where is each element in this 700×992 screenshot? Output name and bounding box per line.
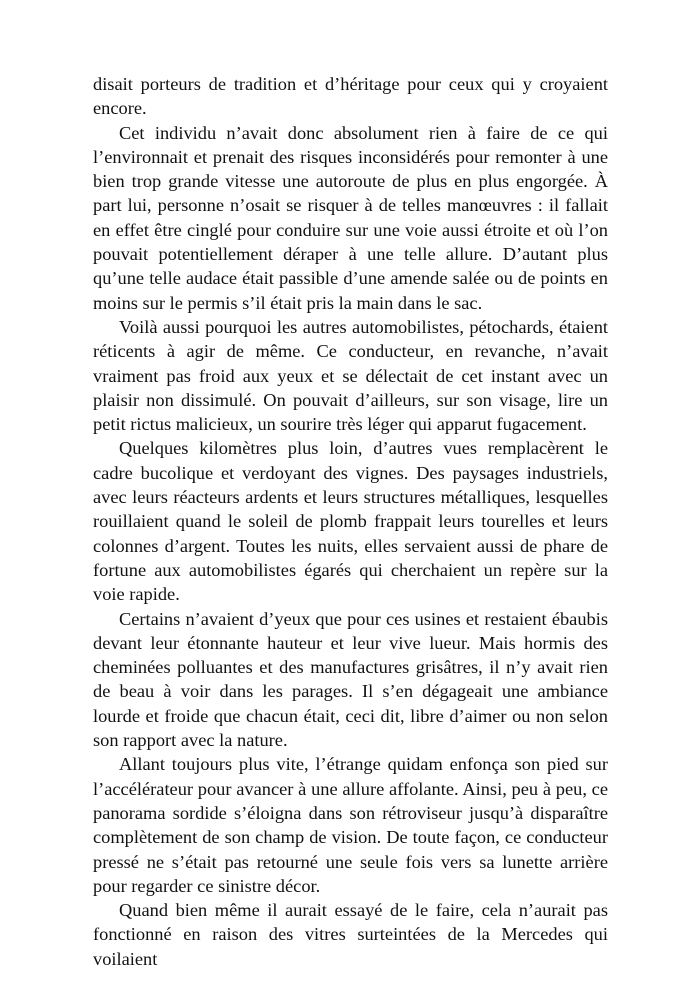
paragraph: Voilà aussi pourquoi les autres automobilistes, pétochards, étaient réticents à agir de même. Ce conducteur, en revanche, n’avait vraiment pas froid aux yeux et se délectait de cet instant avec un plaisir non dissimulé. On pouvait d’ailleurs, sur son visage, lire un petit rictus malicieux, un sourire très léger qui apparut fugacement. — [93, 316, 608, 435]
paragraph: Quelques kilomètres plus loin, d’autres vues remplacèrent le cadre bucolique et verdoyant des vignes. Des paysages industriels, avec leurs réacteurs ardents et leurs structures métalliques, lesquelles rouillaient quand le soleil de plomb frappait leurs tourelles et leurs colonnes d’argent. Toutes les nuits, elles servaient aussi de phare de fortune aux automobilistes égarés qui cherchaient un repère sur la voie rapide. — [93, 438, 608, 605]
paragraph: Quand bien même il aurait essayé de le faire, cela n’aurait pas fonctionné en raison des vitres surteintées de la Mercedes qui voilaient — [93, 900, 608, 969]
body-text — [93, 72, 608, 971]
paragraph: Cet individu n’avait donc absolument rien à faire de ce qui l’environnait et prenait des risques inconsidérés pour remonter à une bien trop grande vitesse une autoroute de plus en plus engorgée. À part lui, personne n’osait se risquer à de telles manœuvres : il fallait en effet être cinglé pour conduire sur une voie aussi étroite et où l’on pouvait potentiellement déraper à une telle allure. D’autant plus qu’une telle audace était passible d’une amende salée ou de points en moins sur le permis s’il était pris la main dans le sac. — [93, 122, 608, 313]
paragraph: disait porteurs de tradition et d’héritage pour ceux qui y croyaient encore. — [93, 74, 608, 119]
paragraph: Certains n’avaient d’yeux que pour ces usines et restaient ébaubis devant leur étonnante hauteur et leur vive lueur. Mais hormis des cheminées polluantes et des manufactures grisâtres, il n’y avait rien de beau à voir dans les parages. Il s’en dégageait une ambiance lourde et froide que chacun était, ceci dit, libre d’aimer ou non selon son rapport avec la nature. — [93, 608, 608, 751]
paragraph: Allant toujours plus vite, l’étrange quidam enfonça son pied sur l’accélérateur pour avancer à une allure affolante. Ainsi, peu à peu, ce panorama sordide s’éloigna dans son rétroviseur jusqu’à disparaître complètement de son champ de vision. De toute façon, ce conducteur pressé ne s’était pas retourné une seule fois vers sa lunette arrière pour regarder ce sinistre décor. — [93, 754, 608, 896]
